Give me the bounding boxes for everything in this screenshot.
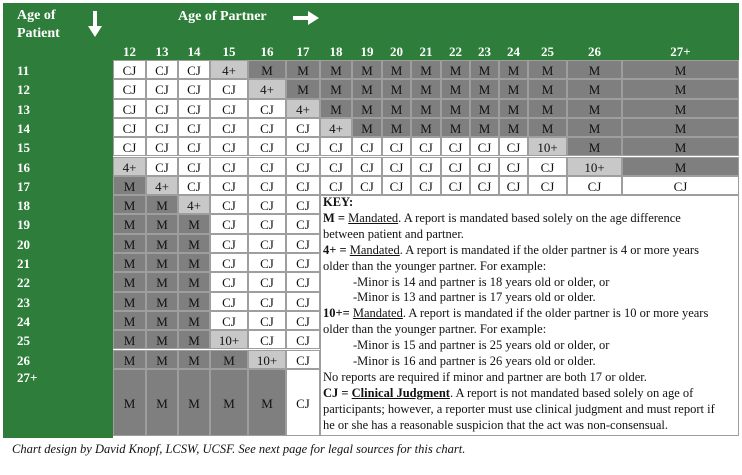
table-cell: M [113, 195, 146, 214]
table-cell: CJ [286, 369, 320, 436]
table-cell: CJ [210, 137, 248, 156]
table-cell: M [113, 330, 146, 349]
table-cell: CJ [210, 214, 248, 233]
table-cell: CJ [622, 176, 739, 195]
table-cell: M [382, 60, 411, 79]
table-cell: M [320, 99, 352, 118]
table-cell: M [352, 118, 382, 137]
table-cell: CJ [248, 118, 286, 137]
table-cell: M [499, 118, 528, 137]
table-cell: 4+ [320, 118, 352, 137]
table-cell: M [113, 292, 146, 311]
table-cell: M [528, 118, 567, 137]
patient-axis-title [17, 7, 60, 43]
row-header-15: 15 [13, 138, 111, 157]
table-cell: M [146, 369, 178, 436]
table-cell: CJ [210, 118, 248, 137]
table-cell: M [528, 60, 567, 79]
table-cell: CJ [470, 137, 499, 156]
row-header-25: 25 [13, 331, 111, 350]
table-cell: M [567, 118, 622, 137]
table-cell: M [113, 350, 146, 369]
table-cell: CJ [178, 60, 210, 79]
table-cell: 4+ [248, 79, 286, 98]
table-cell: M [567, 99, 622, 118]
table-cell: 10+ [528, 137, 567, 156]
table-cell: 4+ [146, 176, 178, 195]
table-cell: M [210, 369, 248, 436]
table-cell: M [622, 137, 739, 156]
key-ten-example-2: -Minor is 16 and partner is 26 years old or older. [353, 354, 596, 369]
table-cell: M [528, 99, 567, 118]
column-header-24: 24 [499, 44, 528, 60]
table-cell: CJ [210, 272, 248, 291]
table-cell: M [178, 369, 210, 436]
row-header-14: 14 [13, 119, 111, 138]
key-ten-text: . A report is mandated if the older partner is 10 or more years older than the younger partner. For example: [323, 306, 709, 337]
table-cell: CJ [470, 176, 499, 195]
table-cell: CJ [210, 176, 248, 195]
table-cell: M [146, 234, 178, 253]
table-cell: CJ [178, 79, 210, 98]
key-m-text: . A report is mandated based solely on the age difference between patient and partner. [323, 210, 681, 241]
table-cell: CJ [286, 330, 320, 349]
table-cell: M [113, 369, 146, 436]
table-cell: CJ [352, 176, 382, 195]
table-cell: CJ [352, 137, 382, 156]
table-cell: CJ [286, 350, 320, 369]
key-m-term: Mandated [348, 210, 399, 225]
table-cell: CJ [286, 253, 320, 272]
table-cell: M [178, 234, 210, 253]
table-cell: CJ [113, 137, 146, 156]
table-cell: CJ [113, 60, 146, 79]
table-cell: M [286, 60, 320, 79]
column-header-13: 13 [146, 44, 178, 60]
table-cell: CJ [248, 176, 286, 195]
key-m-label: M = [323, 210, 349, 225]
table-cell: CJ [146, 79, 178, 98]
key-four-example-1: -Minor is 14 and partner is 18 years old or older, or [353, 274, 610, 289]
table-cell: CJ [286, 157, 320, 176]
column-header-15: 15 [210, 44, 248, 60]
table-cell: M [382, 99, 411, 118]
table-cell: M [146, 214, 178, 233]
table-cell: CJ [286, 195, 320, 214]
table-cell: CJ [248, 137, 286, 156]
chart-key [323, 195, 725, 434]
chart-caption: Chart design by David Knopf, LCSW, UCSF. See next page for legal sources for this chart. [12, 442, 466, 456]
table-cell: CJ [178, 137, 210, 156]
table-cell: CJ [146, 137, 178, 156]
table-cell: CJ [210, 311, 248, 330]
table-cell: M [178, 214, 210, 233]
table-cell: M [567, 79, 622, 98]
table-cell: CJ [210, 292, 248, 311]
table-cell: CJ [382, 137, 411, 156]
table-cell: M [320, 79, 352, 98]
table-cell: M [622, 157, 739, 176]
table-cell: M [178, 272, 210, 291]
table-cell: CJ [248, 157, 286, 176]
table-cell: CJ [499, 137, 528, 156]
table-cell: M [411, 79, 441, 98]
key-ten-label: 10+= [323, 306, 353, 321]
row-header-22: 22 [13, 273, 111, 292]
table-cell: M [622, 99, 739, 118]
row-header-11: 11 [13, 61, 111, 80]
column-header-20: 20 [382, 44, 411, 60]
table-cell: 10+ [567, 157, 622, 176]
table-cell: 10+ [210, 330, 248, 349]
table-cell: CJ [178, 99, 210, 118]
table-cell: M [567, 137, 622, 156]
table-cell: M [352, 79, 382, 98]
table-cell: M [622, 60, 739, 79]
column-header-27plus: 27+ [622, 44, 739, 60]
table-cell: CJ [441, 157, 470, 176]
key-four-term: Mandated [349, 242, 400, 257]
key-ten-term: Mandated [352, 306, 403, 321]
arrow-down-icon [88, 11, 102, 37]
table-cell: CJ [441, 176, 470, 195]
column-header-14: 14 [178, 44, 210, 60]
table-cell: M [499, 60, 528, 79]
row-header-21: 21 [13, 254, 111, 273]
row-header-19: 19 [13, 215, 111, 234]
table-cell: M [178, 311, 210, 330]
table-cell: CJ [248, 272, 286, 291]
column-header-25: 25 [528, 44, 567, 60]
table-cell: M [499, 79, 528, 98]
table-cell: M [382, 118, 411, 137]
table-cell: CJ [320, 137, 352, 156]
table-cell: M [146, 253, 178, 272]
table-cell: M [622, 118, 739, 137]
table-cell: M [146, 311, 178, 330]
column-header-21: 21 [411, 44, 441, 60]
table-cell: CJ [248, 330, 286, 349]
table-cell: CJ [286, 118, 320, 137]
table-cell: CJ [286, 137, 320, 156]
table-cell: CJ [411, 176, 441, 195]
table-cell: CJ [248, 253, 286, 272]
row-header-16: 16 [13, 158, 111, 177]
key-cj-term: Clinical Judgment [351, 385, 450, 400]
table-cell: CJ [286, 292, 320, 311]
table-cell: CJ [499, 176, 528, 195]
table-cell: M [210, 350, 248, 369]
table-cell: M [146, 350, 178, 369]
table-cell: M [113, 214, 146, 233]
table-cell: M [352, 99, 382, 118]
table-cell: M [146, 292, 178, 311]
table-cell: M [320, 60, 352, 79]
table-cell: M [113, 253, 146, 272]
table-cell: CJ [470, 157, 499, 176]
row-header-27plus: 27+ [13, 370, 111, 437]
table-cell: CJ [146, 118, 178, 137]
table-cell: CJ [248, 311, 286, 330]
key-cj-label: CJ = [323, 385, 352, 400]
table-cell: M [622, 79, 739, 98]
table-cell: CJ [113, 118, 146, 137]
table-cell: CJ [210, 79, 248, 98]
table-cell: M [499, 99, 528, 118]
column-header-18: 18 [320, 44, 352, 60]
key-four-example-2: -Minor is 13 and partner is 17 years old or older. [353, 290, 596, 305]
header-band [3, 3, 739, 44]
table-cell: CJ [248, 195, 286, 214]
table-cell: M [113, 176, 146, 195]
table-cell: M [248, 60, 286, 79]
table-cell: 4+ [286, 99, 320, 118]
row-header-13: 13 [13, 100, 111, 119]
key-four-text: . A report is mandated if the older partner is 4 or more years older than the younger partner. For example: [323, 242, 699, 273]
table-cell: CJ [146, 99, 178, 118]
table-cell: M [248, 369, 286, 436]
table-cell: CJ [286, 234, 320, 253]
table-cell: M [441, 60, 470, 79]
table-cell: 4+ [210, 60, 248, 79]
table-cell: CJ [146, 60, 178, 79]
table-cell: CJ [210, 99, 248, 118]
table-cell: M [411, 60, 441, 79]
key-title: KEY: [323, 195, 354, 209]
table-cell: CJ [210, 195, 248, 214]
column-header-23: 23 [470, 44, 499, 60]
table-cell: 4+ [113, 157, 146, 176]
column-header-16: 16 [248, 44, 286, 60]
key-no-reports: No reports are required if minor and partner are both 17 or older. [323, 369, 647, 384]
table-cell: CJ [286, 311, 320, 330]
table-cell: 4+ [178, 195, 210, 214]
row-header-17: 17 [13, 177, 111, 196]
table-cell: M [178, 330, 210, 349]
table-cell: CJ [113, 99, 146, 118]
table-cell: M [470, 60, 499, 79]
table-cell: CJ [248, 99, 286, 118]
table-cell: M [441, 118, 470, 137]
table-cell: CJ [411, 137, 441, 156]
partner-axis-title: Age of Partner [178, 9, 267, 24]
key-four-label: 4+ = [323, 242, 350, 257]
table-cell: CJ [411, 157, 441, 176]
column-header-19: 19 [352, 44, 382, 60]
table-cell: CJ [248, 292, 286, 311]
table-cell: CJ [146, 157, 178, 176]
table-cell: M [382, 79, 411, 98]
table-cell: M [113, 272, 146, 291]
table-cell: CJ [178, 118, 210, 137]
table-cell: CJ [210, 157, 248, 176]
row-header-20: 20 [13, 235, 111, 254]
column-header-17: 17 [286, 44, 320, 60]
row-header-24: 24 [13, 312, 111, 331]
table-cell: M [470, 118, 499, 137]
row-header-12: 12 [13, 80, 111, 99]
table-cell: M [470, 79, 499, 98]
table-cell: M [146, 195, 178, 214]
table-cell: M [178, 253, 210, 272]
table-cell: CJ [248, 234, 286, 253]
table-cell: M [470, 99, 499, 118]
table-cell: M [528, 79, 567, 98]
table-cell: CJ [382, 157, 411, 176]
row-header-23: 23 [13, 293, 111, 312]
row-header-26: 26 [13, 351, 111, 370]
table-cell: CJ [286, 176, 320, 195]
table-cell: CJ [320, 176, 352, 195]
table-cell: CJ [178, 176, 210, 195]
table-cell: M [411, 99, 441, 118]
patient-title-line2: Patient [17, 26, 60, 41]
table-cell: CJ [286, 214, 320, 233]
key-ten-example-1: -Minor is 15 and partner is 25 years old or older, or [353, 338, 610, 353]
arrow-right-icon [293, 11, 319, 25]
table-cell: CJ [286, 272, 320, 291]
table-cell: M [441, 79, 470, 98]
table-cell: CJ [248, 214, 286, 233]
table-cell: CJ [528, 176, 567, 195]
table-cell: M [178, 350, 210, 369]
key-cj-text: . A report is not mandated based solely on age of participants; however, a reporter must use clinical judgment and must report if he or she has a reasonable suspicion that the act was non-consensual. [323, 385, 715, 432]
table-cell: CJ [210, 234, 248, 253]
table-cell: CJ [178, 157, 210, 176]
table-cell: M [146, 330, 178, 349]
column-header-26: 26 [567, 44, 622, 60]
row-header-18: 18 [13, 196, 111, 215]
column-header-12: 12 [113, 44, 146, 60]
table-cell: CJ [352, 157, 382, 176]
table-cell: M [567, 60, 622, 79]
table-cell: CJ [499, 157, 528, 176]
table-cell: CJ [528, 157, 567, 176]
table-cell: CJ [441, 137, 470, 156]
column-header-22: 22 [441, 44, 470, 60]
table-cell: CJ [210, 253, 248, 272]
table-cell: M [352, 60, 382, 79]
table-cell: M [441, 99, 470, 118]
table-cell: CJ [113, 79, 146, 98]
table-cell: CJ [382, 176, 411, 195]
table-cell: M [178, 292, 210, 311]
table-cell: M [113, 234, 146, 253]
table-cell: M [113, 311, 146, 330]
table-cell: M [286, 79, 320, 98]
patient-title-line1: Age of [17, 8, 56, 23]
table-cell: M [411, 118, 441, 137]
table-cell: 10+ [248, 350, 286, 369]
table-cell: M [146, 272, 178, 291]
table-cell: CJ [320, 157, 352, 176]
table-cell: CJ [567, 176, 622, 195]
